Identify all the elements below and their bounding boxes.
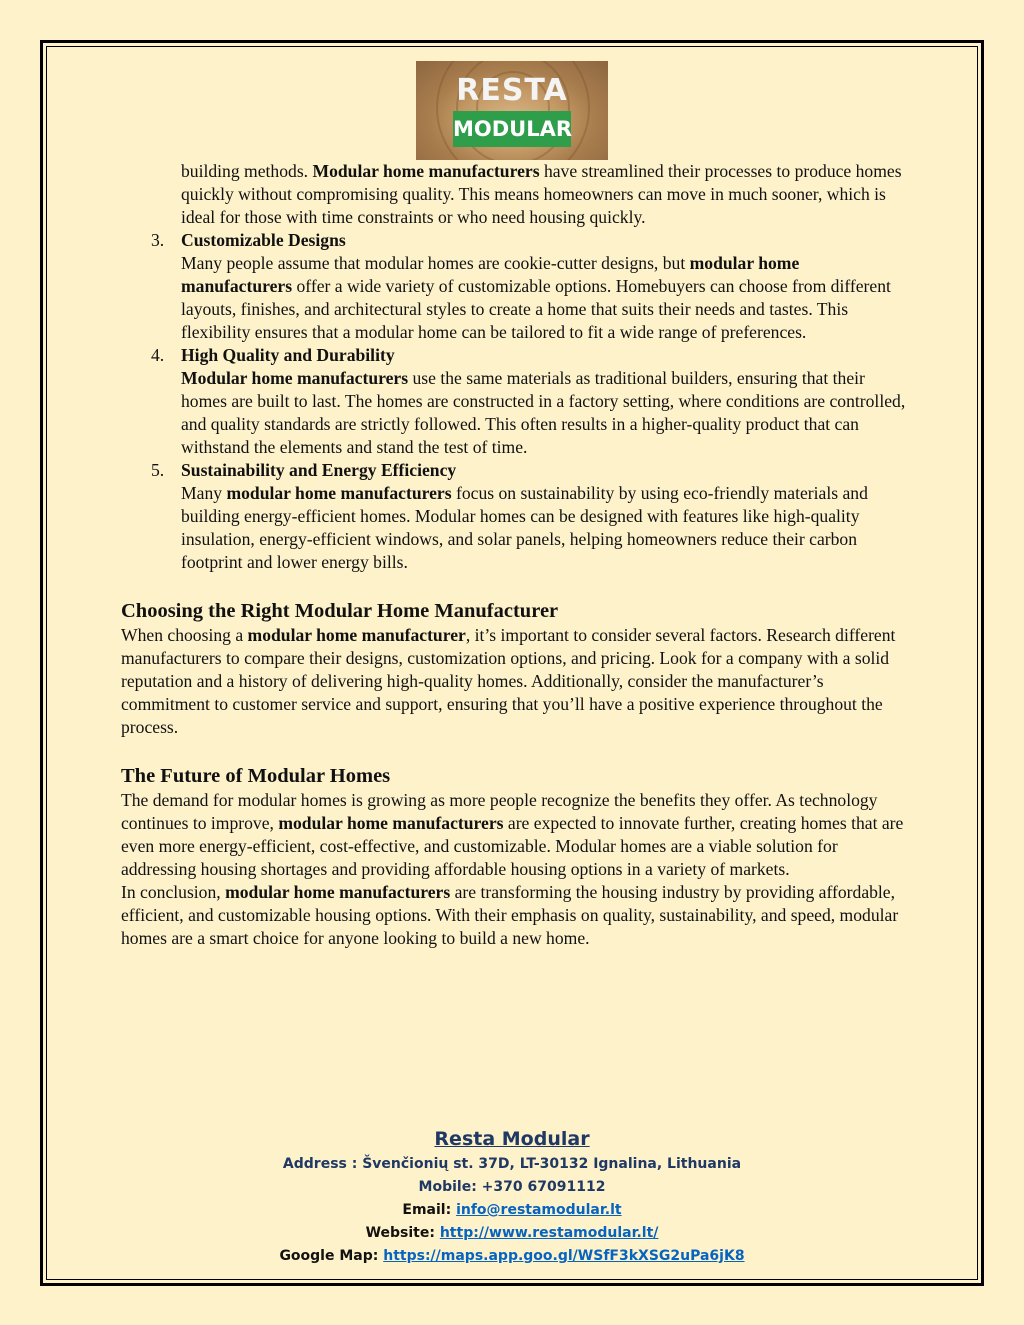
item-body: Modular home manufacturers use the same materials as traditional builders, ensuring that their homes are built to last. The homes are constructed in a factory setting, where conditions are controlled, and quality standards are strictly followed. This often results in a higher-quality product that can withstand the elements and stand the test of time. (181, 368, 906, 457)
logo-word-resta: RESTA (456, 73, 568, 108)
item-heading: Customizable Designs (181, 230, 346, 250)
list-item (121, 344, 911, 459)
mobile-line: Mobile: +370 67091112 (418, 1179, 606, 1195)
section-heading-choosing: Choosing the Right Modular Home Manufacturer (121, 600, 559, 622)
section-heading-future: The Future of Modular Homes (121, 765, 391, 787)
email-link[interactable]: info@restamodular.lt (456, 1202, 622, 1218)
list-number: 4. (151, 345, 165, 365)
website-line: Website: http://www.restamodular.lt/ (365, 1225, 659, 1241)
list-number: 5. (151, 460, 165, 480)
item-body: Many modular home manufacturers focus on sustainability by using eco-friendly materials and building energy-efficient homes. Modular homes can be designed with features like high-quality insulation, energy-efficient windows, and solar panels, helping homeowners reduce their carbon footprint and lower energy bills. (181, 483, 868, 572)
address-line: Address : Švenčionių st. 37D, LT-30132 Ignalina, Lithuania (282, 1156, 742, 1172)
item-heading: Sustainability and Energy Efficiency (181, 460, 457, 480)
logo-word-modular: MODULAR (453, 111, 571, 147)
resta-modular-logo (416, 61, 608, 160)
company-name: Resta Modular (434, 1128, 590, 1150)
google-map-link[interactable]: https://maps.app.goo.gl/WSfF3kXSG2uPa6jK8 (383, 1248, 745, 1264)
conclusion-paragraph: In conclusion, modular home manufacturers are transforming the housing industry by providing affordable, efficient, and customizable housing options. With their emphasis on quality, sustainability, and speed, modular homes are a smart choice for anyone looking to build a new home. (121, 882, 899, 948)
email-line: Email: info@restamodular.lt (402, 1202, 622, 1218)
list-item-2-continuation (121, 160, 911, 229)
article-body (121, 160, 911, 950)
item-body: Many people assume that modular homes are cookie-cutter designs, but modular home manufacturers offer a wide variety of customizable options. Homebuyers can choose from different layouts, finishes, and architectural styles to create a home that suits their needs and tastes. This flexibility ensures that a modular home can be tailored to fit a wide range of preferences. (181, 253, 891, 342)
section-paragraph: When choosing a modular home manufacturer, it’s important to consider several factors. Research different manufacturers to compare their designs, customization options, and pricing. Look for a company with a solid reputation and a history of delivering high-quality homes. Additionally, consider the manufacturer’s commitment to customer service and support, ensuring that you’ll have a positive experience throughout the process. (121, 625, 896, 737)
map-line: Google Map: https://maps.app.goo.gl/WSfF3kXSG2uPa6jK8 (279, 1248, 745, 1264)
website-link[interactable]: http://www.restamodular.lt/ (439, 1225, 659, 1241)
item-heading: High Quality and Durability (181, 345, 395, 365)
section-paragraph: The demand for modular homes is growing as more people recognize the benefits they offer. As technology continues to improve, modular home manufacturers are expected to innovate further, creating homes that are even more energy-efficient, cost-effective, and customizable. Modular homes are a viable solution for addressing housing shortages and providing affordable housing options in a variety of markets. (121, 790, 904, 879)
contact-footer (47, 1125, 977, 1268)
list-number: 3. (151, 230, 165, 250)
item-body: building methods. Modular home manufacturers have streamlined their processes to produce homes quickly without compromising quality. This means homeowners can move in much sooner, which is ideal for those with time constraints or who need housing quickly. (181, 161, 902, 227)
list-item (121, 229, 911, 344)
list-item (121, 459, 911, 574)
